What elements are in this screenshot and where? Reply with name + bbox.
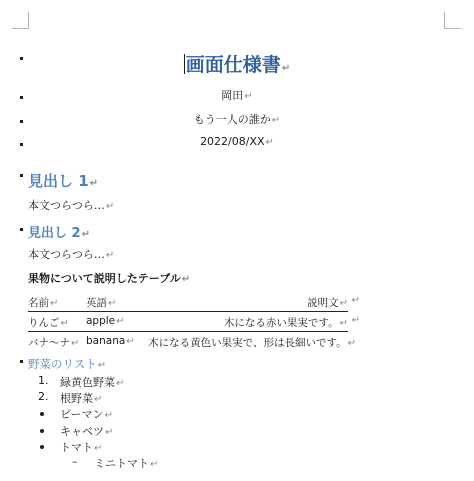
coauthor-text: もう一人の誰か	[193, 113, 271, 126]
author-line[interactable]	[0, 87, 474, 103]
table-row	[28, 332, 356, 351]
list-number: 2.	[38, 390, 49, 403]
row-end-mark: ↵	[351, 315, 360, 326]
paragraph-mark: ↵	[105, 250, 115, 261]
paragraph-mark: ↵	[97, 360, 107, 371]
date-text: 2022/08/XX	[200, 135, 265, 148]
sub-bullet-dash: –	[72, 455, 78, 468]
list-item[interactable]: 緑黄色野菜↵	[60, 376, 125, 389]
author-text: 岡田	[221, 89, 244, 102]
paragraph-mark: ↵	[281, 63, 291, 74]
table-cell[interactable]: apple↵	[86, 315, 125, 327]
list-item[interactable]: 根野菜↵	[60, 392, 103, 405]
list-heading-text: 野菜のリスト	[28, 357, 97, 371]
paragraph-mark: ↵	[81, 229, 90, 240]
table-cell[interactable]: バナ～ナ↵	[28, 337, 80, 349]
list-heading[interactable]	[28, 356, 106, 372]
paragraph-mark: ↵	[271, 115, 281, 126]
paragraph-marker	[20, 360, 23, 363]
date-line[interactable]	[0, 135, 474, 148]
table-cell[interactable]: banana↵	[86, 335, 135, 347]
list-item[interactable]: ピーマン↵	[60, 408, 113, 421]
table-cell[interactable]: 木になる黄色い果実で、形は長細いです。↵	[148, 337, 356, 349]
coauthor-line[interactable]	[0, 111, 474, 127]
paragraph-marker	[20, 174, 23, 177]
heading-2[interactable]	[28, 222, 90, 241]
fruit-table	[28, 292, 360, 351]
paragraph-mark: ↵	[105, 201, 115, 212]
margin-corner-top-left	[12, 12, 29, 29]
table-row	[28, 312, 360, 332]
list-sub-item[interactable]: ミニトマト↵	[94, 457, 159, 470]
heading-1-text: 見出し 1	[28, 172, 89, 190]
body-text: 本文つらつら…	[28, 199, 105, 212]
paragraph-mark: ↵	[265, 137, 274, 148]
paragraph-mark: ↵	[89, 178, 99, 189]
body-paragraph-1[interactable]	[28, 197, 114, 213]
body-paragraph-2[interactable]	[28, 246, 114, 262]
paragraph-mark: ↵	[244, 91, 253, 102]
paragraph-mark: ↵	[181, 274, 191, 285]
document-title[interactable]	[0, 50, 474, 77]
table-cell[interactable]: 木になる赤い果実です。↵	[223, 317, 348, 329]
paragraph-marker	[20, 228, 23, 231]
bullet-dot	[40, 429, 44, 433]
caption-text: 果物について説明したテーブル	[28, 272, 181, 285]
table-cell[interactable]: りんご↵	[28, 317, 69, 329]
heading-2-text: 見出し 2	[28, 226, 81, 241]
text-cursor	[184, 54, 185, 74]
title-text: 画面仕様書	[185, 54, 281, 76]
body-text: 本文つらつら…	[28, 248, 105, 261]
list-item[interactable]: キャベツ↵	[60, 425, 114, 438]
table-header-cell[interactable]: 名前↵	[28, 297, 59, 309]
table-caption[interactable]	[28, 270, 190, 286]
list-item[interactable]: トマト↵	[60, 441, 103, 454]
table-header-cell[interactable]: 説明文↵	[307, 297, 348, 309]
row-end-mark: ↵	[351, 295, 360, 306]
list-number: 1.	[38, 374, 49, 387]
table-header-cell[interactable]: 英語↵	[86, 297, 117, 309]
margin-corner-top-right	[444, 12, 461, 29]
heading-1[interactable]	[28, 170, 98, 191]
table-header-row	[28, 292, 360, 312]
bullet-dot	[40, 412, 44, 416]
bullet-dot	[40, 445, 44, 449]
